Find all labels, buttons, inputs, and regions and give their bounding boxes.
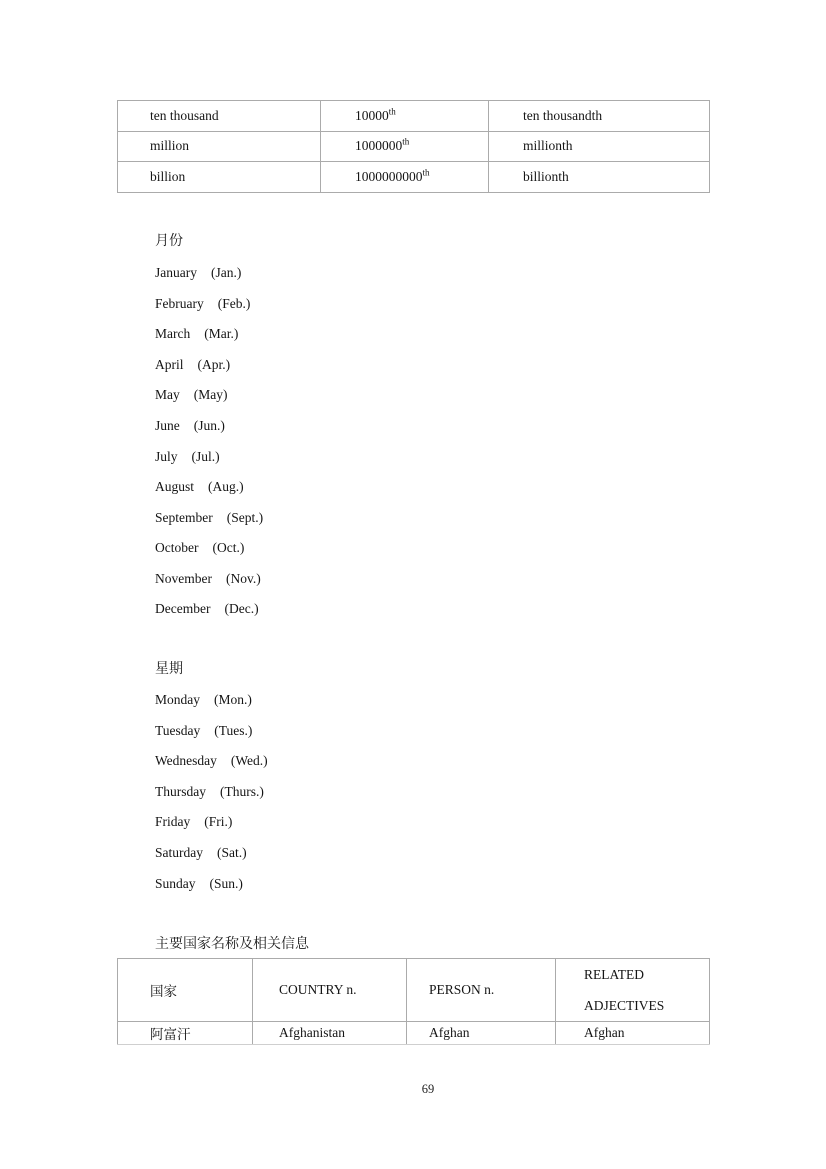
- weekday-item: [155, 685, 268, 716]
- month-abbr: (Dec.): [224, 601, 259, 617]
- month-abbr: (Apr.): [197, 356, 231, 372]
- ordinal-word: million: [150, 138, 190, 154]
- ordinals-table: [117, 100, 710, 193]
- weekday-abbr: (Fri.): [204, 814, 233, 830]
- weekday-abbr: (Sun.): [209, 875, 243, 891]
- month-name: May: [155, 387, 180, 403]
- header-label: PERSON n.: [429, 982, 495, 997]
- ordinal-numeral-cell: [321, 162, 489, 193]
- month-item: [155, 441, 263, 472]
- table-row: [118, 162, 710, 193]
- countries-header-cell: [407, 959, 556, 1022]
- ordinal-form-cell: [489, 162, 710, 193]
- ordinal-suffix: th: [388, 106, 396, 117]
- country-cn: 阿富汗: [150, 1027, 191, 1042]
- header-label-line1: RELATED: [584, 967, 644, 982]
- table-row: [118, 1022, 710, 1045]
- ordinal-word-cell: [118, 131, 321, 162]
- month-abbr: (Aug.): [208, 479, 244, 495]
- countries-heading: 主要国家名称及相关信息: [155, 937, 309, 952]
- month-name: March: [155, 326, 191, 342]
- ordinal-form-cell: [489, 101, 710, 132]
- month-abbr: (Sept.): [226, 509, 264, 525]
- month-name: October: [155, 540, 199, 556]
- weekday-abbr: (Thurs.): [220, 783, 264, 799]
- weekday-abbr: (Sat.): [217, 845, 247, 860]
- header-label: 国家: [150, 984, 177, 999]
- weekday-name: Wednesday: [155, 753, 217, 769]
- month-abbr: (Jun.): [193, 418, 225, 433]
- weekdays-heading: 星期: [155, 662, 183, 677]
- month-abbr: (Nov.): [225, 570, 261, 586]
- table-row: [118, 101, 710, 132]
- month-abbr: (May): [193, 387, 228, 403]
- weekday-abbr: (Tues.): [214, 722, 253, 738]
- month-name: September: [155, 509, 213, 525]
- table-row: [118, 131, 710, 162]
- weekday-name: Tuesday: [155, 722, 201, 738]
- month-abbr: (Jul.): [191, 448, 220, 464]
- page-number: 69: [421, 1082, 435, 1096]
- country-name: Afghanistan: [279, 1025, 345, 1040]
- country-name-cell: [253, 1022, 407, 1045]
- months-heading: 月份: [155, 234, 183, 249]
- month-name: August: [155, 479, 195, 495]
- countries-header-cell: [253, 959, 407, 1022]
- ordinal-word: ten thousand: [150, 107, 219, 123]
- month-name: January: [155, 265, 197, 281]
- month-item: [155, 380, 263, 411]
- month-name: December: [155, 601, 211, 617]
- related-adjective: Afghan: [584, 1025, 625, 1040]
- weekday-item: [155, 746, 268, 777]
- ordinal-form: millionth: [523, 138, 573, 154]
- weekday-name: Friday: [155, 814, 191, 830]
- countries-table: [117, 958, 710, 1045]
- weekday-abbr: (Wed.): [230, 753, 268, 769]
- countries-header-cell: [118, 959, 253, 1022]
- ordinal-word: billion: [150, 168, 186, 184]
- month-name: February: [155, 295, 204, 311]
- month-item: [155, 502, 263, 533]
- person-noun: Afghan: [429, 1025, 470, 1040]
- person-noun-cell: [407, 1022, 556, 1045]
- months-list: [155, 258, 263, 625]
- weekdays-list: [155, 685, 268, 899]
- related-adjective-cell: [556, 1022, 710, 1045]
- ordinal-numeral: 1000000000: [355, 168, 423, 184]
- table-header-row: [118, 959, 710, 1022]
- header-label: COUNTRY n.: [279, 982, 357, 997]
- month-item: [155, 563, 263, 594]
- weekday-name: Thursday: [155, 783, 206, 799]
- weekday-item: [155, 716, 268, 747]
- month-abbr: (Oct.): [212, 540, 245, 556]
- ordinal-form: billionth: [523, 168, 569, 184]
- month-item: [155, 472, 263, 503]
- countries-header-cell: [556, 959, 710, 1022]
- ordinal-numeral: 10000: [355, 107, 389, 123]
- weekday-item: [155, 868, 268, 899]
- ordinal-numeral-cell: [321, 101, 489, 132]
- month-name: July: [155, 448, 178, 464]
- month-item: [155, 411, 263, 442]
- month-item: [155, 258, 263, 289]
- weekday-name: Saturday: [155, 845, 203, 860]
- weekday-item: [155, 838, 268, 869]
- month-item: [155, 289, 263, 320]
- ordinal-suffix: th: [402, 136, 410, 147]
- month-item: [155, 594, 263, 625]
- month-name: June: [155, 418, 180, 433]
- ordinal-word-cell: [118, 162, 321, 193]
- month-name: April: [155, 356, 184, 372]
- weekday-abbr: (Mon.): [214, 692, 252, 708]
- weekday-item: [155, 807, 268, 838]
- month-item: [155, 350, 263, 381]
- weekday-name: Sunday: [155, 875, 196, 891]
- month-abbr: (Feb.): [217, 295, 251, 311]
- ordinal-suffix: th: [422, 167, 430, 178]
- ordinal-form-cell: [489, 131, 710, 162]
- month-item: [155, 319, 263, 350]
- month-abbr: (Jan.): [210, 265, 242, 281]
- header-label-line2: ADJECTIVES: [584, 998, 665, 1013]
- country-cn-cell: [118, 1022, 253, 1045]
- ordinal-numeral-cell: [321, 131, 489, 162]
- weekday-name: Monday: [155, 692, 200, 708]
- ordinal-form: ten thousandth: [523, 107, 603, 123]
- ordinal-numeral: 1000000: [355, 138, 403, 154]
- month-abbr: (Mar.): [204, 326, 239, 342]
- weekday-item: [155, 777, 268, 808]
- month-item: [155, 533, 263, 564]
- month-name: November: [155, 570, 212, 586]
- ordinal-word-cell: [118, 101, 321, 132]
